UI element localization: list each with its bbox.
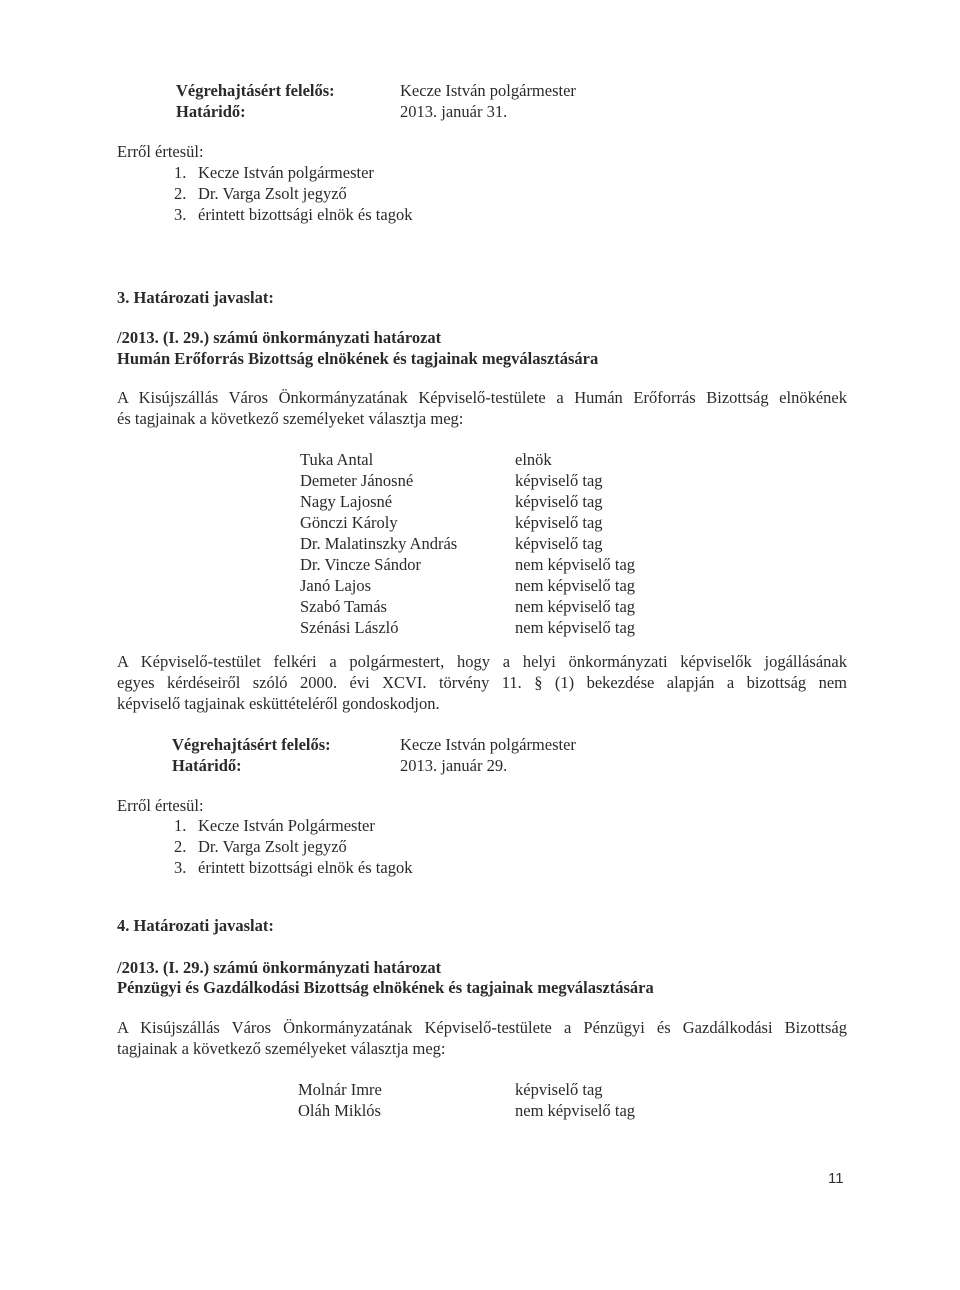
page-number: 11 — [828, 1170, 844, 1187]
proposal3-intro-line1: A Kisújszállás Város Önkormányzatának Képviselő-testülete a Humán Erőforrás Bizottság elnökének — [117, 388, 847, 407]
notify-list — [174, 815, 412, 878]
request-line2: egyes kérdéseiről szóló 2000. évi XCVI. törvény 11. § (1) bekezdése alapján a bizottság nem — [117, 673, 847, 692]
member-name: Nagy Lajosné — [300, 492, 393, 511]
responsible-label: Végrehajtásért felelős: — [172, 735, 331, 754]
notify-label: Erről értesül: — [117, 796, 204, 815]
proposal3-number: /2013. (I. 29.) számú önkormányzati határozat — [117, 328, 442, 347]
member-role: képviselő tag — [515, 513, 603, 532]
proposal4-heading: 4. Határozati javaslat: — [117, 916, 274, 935]
list-item: 1. Kecze István Polgármester — [174, 816, 375, 835]
member-role: képviselő tag — [515, 471, 603, 490]
deadline-label: Határidő: — [176, 102, 246, 121]
deadline-label: Határidő: — [172, 756, 242, 775]
deadline-value: 2013. január 31. — [400, 102, 508, 121]
responsible-label: Végrehajtásért felelős: — [176, 81, 335, 100]
members-names — [300, 449, 457, 638]
responsible-value: Kecze István polgármester — [400, 81, 576, 100]
list-item: 1. Kecze István polgármester — [174, 163, 374, 182]
member-name: Szabó Tamás — [300, 597, 387, 616]
member-name: Janó Lajos — [300, 576, 372, 595]
member-role: nem képviselő tag — [515, 555, 636, 574]
proposal4-intro-line1: A Kisújszállás Város Önkormányzatának Képviselő-testülete a Pénzügyi és Gazdálkodási Bizottság — [117, 1018, 847, 1037]
members-roles — [515, 449, 635, 638]
request-line3: képviselő tagjainak esküttételéről gondoskodjon. — [117, 694, 440, 713]
proposal3-heading: 3. Határozati javaslat: — [117, 288, 274, 307]
member-name: Gönczi Károly — [300, 513, 398, 532]
notify-label: Erről értesül: — [117, 142, 204, 161]
member-role: nem képviselő tag — [515, 576, 636, 595]
members-roles — [515, 1079, 635, 1121]
list-item: 3. érintett bizottsági elnök és tagok — [174, 205, 413, 224]
member-name: Tuka Antal — [300, 450, 374, 469]
member-role: képviselő tag — [515, 534, 603, 553]
member-name: Szénási László — [300, 618, 399, 637]
notify-list — [174, 162, 412, 225]
proposal3-intro-line2: és tagjainak a következő személyeket választja meg: — [117, 409, 464, 428]
member-role: nem képviselő tag — [515, 597, 636, 616]
member-name: Dr. Vincze Sándor — [300, 555, 422, 574]
list-item: 3. érintett bizottsági elnök és tagok — [174, 858, 413, 877]
list-item: 2. Dr. Varga Zsolt jegyző — [174, 837, 347, 856]
member-name: Oláh Miklós — [298, 1101, 381, 1120]
request-line1: A Képviselő-testület felkéri a polgármestert, hogy a helyi önkormányzati képviselők jogállásának — [117, 652, 847, 671]
member-role: elnök — [515, 450, 552, 469]
deadline-value: 2013. január 29. — [400, 756, 508, 775]
members-names — [298, 1079, 382, 1121]
proposal4-title: Pénzügyi és Gazdálkodási Bizottság elnökének és tagjainak megválasztására — [117, 978, 654, 997]
proposal4-number: /2013. (I. 29.) számú önkormányzati határozat — [117, 958, 442, 977]
member-role: képviselő tag — [515, 492, 603, 511]
member-role: nem képviselő tag — [515, 1101, 636, 1120]
member-name: Demeter Jánosné — [300, 471, 414, 490]
member-role: képviselő tag — [515, 1080, 603, 1099]
member-name: Dr. Malatinszky András — [300, 534, 458, 553]
proposal3-title: Humán Erőforrás Bizottság elnökének és tagjainak megválasztására — [117, 349, 599, 368]
list-item: 2. Dr. Varga Zsolt jegyző — [174, 184, 347, 203]
member-name: Molnár Imre — [298, 1080, 382, 1099]
proposal4-intro-line2: tagjainak a következő személyeket választja meg: — [117, 1039, 446, 1058]
responsible-value: Kecze István polgármester — [400, 735, 576, 754]
member-role: nem képviselő tag — [515, 618, 636, 637]
